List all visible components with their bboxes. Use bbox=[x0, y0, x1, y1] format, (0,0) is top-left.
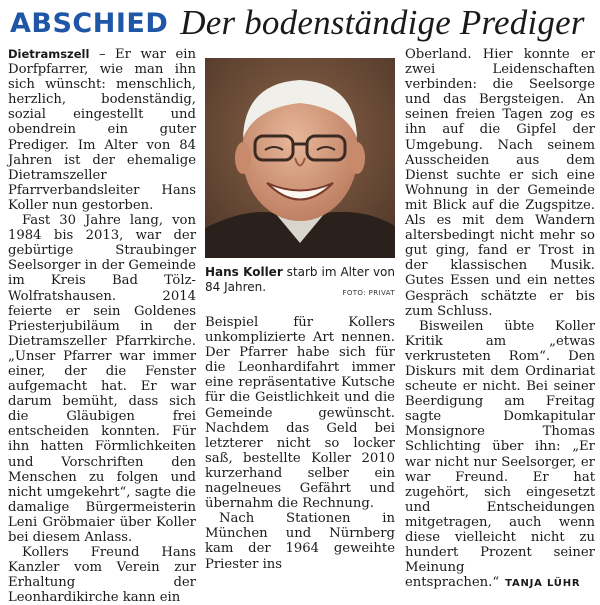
photo-credit: FOTO: PRIVAT bbox=[342, 289, 395, 297]
paragraph-1-text: – Er war ein Dorfpfarrer, wie man ihn sich wünscht: menschlich, herzlich, bodenständig, sozial eingestellt und obendrein ein guter Prediger. Im Alter von 84 Jahren ist der ehemalige Dietramszeller Pfarrverbandsleiter Hans Koller nun gestorben. bbox=[8, 47, 196, 213]
column-2 bbox=[205, 315, 395, 572]
caption-name: Hans Koller bbox=[205, 265, 283, 279]
column-3 bbox=[405, 47, 595, 591]
paragraph-7 bbox=[405, 319, 595, 592]
paragraph-1 bbox=[8, 47, 196, 213]
kicker: ABSCHIED bbox=[10, 7, 169, 39]
paragraph-6: Oberland. Hier konnte er zwei Leidenschaften verbinden: die Seelsorge und das Bergsteigen. An seinen freien Tagen zog es ihn auf die Gipfel der Umgebung. Nach seinem Ausscheiden aus dem Dienst suchte er sich eine Wohnung in der Gemeinde mit Blick auf die Zugspitze. Als es mit dem Wandern altersbedingt nicht mehr so gut ging, fand er Trost in der klassischen Musik. Gutes Essen und ein nettes Gespräch schätzte er bis zum Schluss. bbox=[405, 47, 595, 319]
caption-text: starb im Alter von 84 Jahren. bbox=[205, 265, 395, 294]
paragraph-4: Beispiel für Kollers unkomplizierte Art nennen. Der Pfarrer habe sich für die Leonhardifahrt immer eine repräsentative Kutsche für die Geistlichkeit und die Gemeinde gewünscht. Nachdem das Geld bei letzterer nicht so locker saß, bestellte Koller 2010 kurzerhand selber ein nagelneues Gefährt und übernahm die Rechnung. bbox=[205, 315, 395, 512]
column-1 bbox=[8, 47, 196, 605]
author-byline: TANJA LÜHR bbox=[505, 578, 581, 590]
headline: Der bodenständige Prediger bbox=[180, 3, 585, 42]
dateline: Dietramszell bbox=[8, 47, 90, 61]
paragraph-7-text: Bisweilen übte Koller Kritik am „etwas verkrusteten Rom“. Den Diskurs mit dem Ordinariat scheute er nicht. Bei seiner Beerdigung am Freitag sagte Domkapitular Monsignore Thomas Schlichting über ihn: „Er war nicht nur Seelsorger, er war Freund. Er hat zugehört, sich eingesetzt und Entscheidungen mitgetragen, auch wenn diese vielleicht nicht zu hundert Prozent seiner Meinung entsprachen.“ bbox=[405, 318, 595, 591]
portrait-photo bbox=[205, 58, 395, 258]
article-header bbox=[10, 2, 594, 44]
paragraph-5: Nach Stationen in München und Nürnberg kam der 1964 geweihte Priester ins bbox=[205, 511, 395, 572]
paragraph-2: Fast 30 Jahre lang, von 1984 bis 2013, war der gebürtige Straubinger Seelsorger in der Gemeinde im Kreis Bad Tölz-Wolfratshausen. 2014 feierte er sein Goldenes Priesterjubiläum in der Dietramszeller Pfarrkirche. „Unser Pfarrer war immer einer, der die Fenster aufgemacht hat. Er war darum bemüht, dass sich die Gläubigen frei entscheiden konnten. Für ihn hatten Förmlichkeiten und Vorschriften den Menschen zu folgen und nicht umgekehrt“, sagte die damalige Bürgermeisterin Leni Gröbmaier über Koller bei diesem Anlass. bbox=[8, 213, 196, 545]
paragraph-3: Kollers Freund Hans Kanzler vom Verein zur Erhaltung der Leonhardikirche kann ein bbox=[8, 545, 196, 605]
portrait-illustration bbox=[205, 58, 395, 258]
